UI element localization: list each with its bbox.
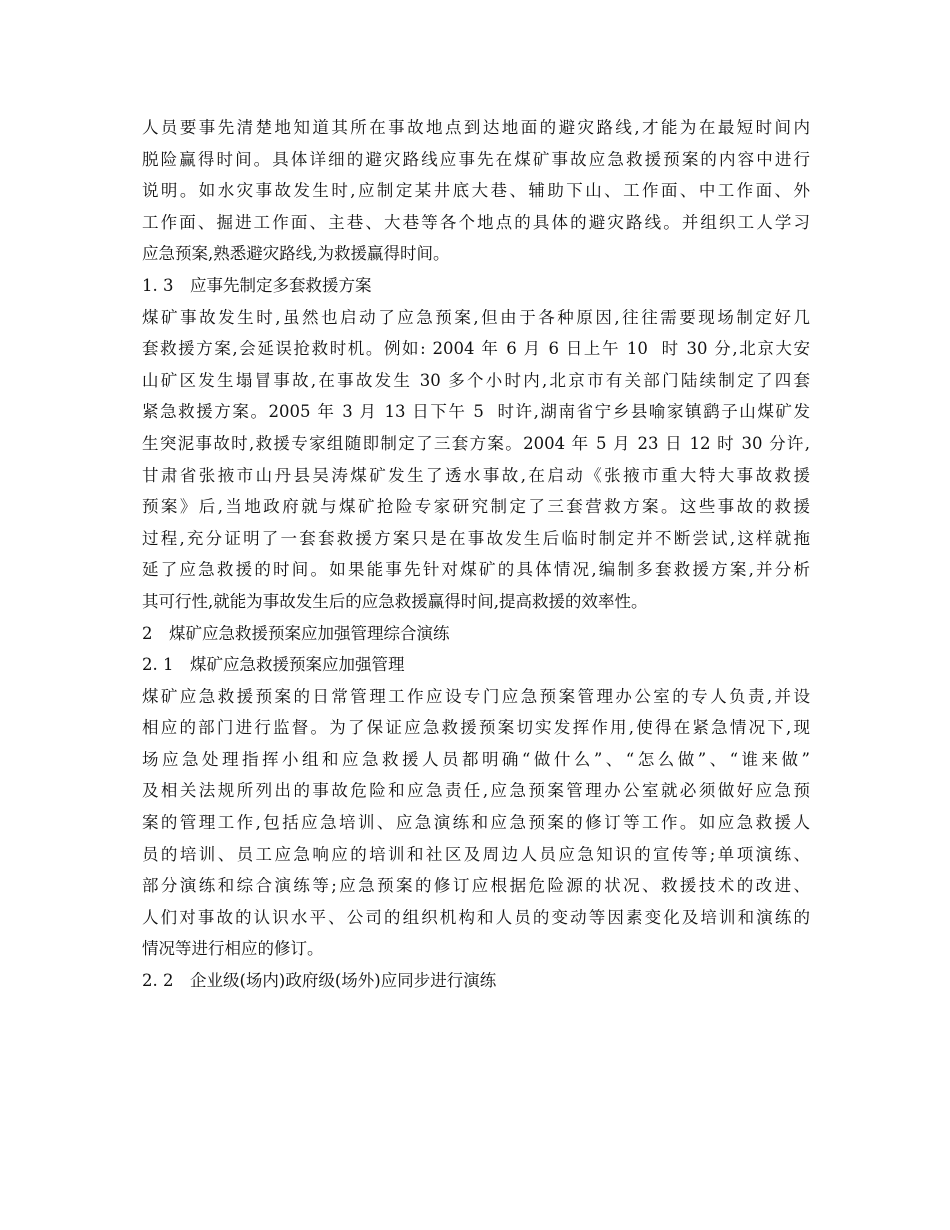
paragraph-line: 煤矿应急救援预案的日常管理工作应设专门应急预案管理办公室的专人负责,并设 [142,686,810,706]
paragraph-line: 员的培训、员工应急响应的培训和社区及周边人员应急知识的宣传等;单项演练、 [142,844,810,864]
section-heading: 2. 1 煤矿应急救援预案应加强管理 [142,655,405,675]
paragraph-line: 场应急处理指挥小组和应急救援人员都明确“做什么”、“怎么做”、“谁来做” [142,749,810,769]
paragraph-line: 案的管理工作,包括应急培训、应急演练和应急预案的修订等工作。如应急救援人 [142,813,810,833]
paragraph-line: 其可行性,就能为事故发生后的应急救援赢得时间,提高救援的效率性。 [142,591,648,611]
paragraph-line: 紧急救援方案。2005 年 3 月 13 日下午 5 时许,湖南省宁乡县喻家镇鹞子山煤矿发 [142,402,810,422]
paragraph-line: 应急预案,熟悉避灾路线,为救援赢得时间。 [142,244,450,264]
paragraph-line: 过程,充分证明了一套套救援方案只是在事故发生后临时制定并不断尝试,这样就拖 [142,528,810,548]
section-heading: 2 煤矿应急救援预案应加强管理综合演练 [142,623,450,643]
section-heading: 2. 2 企业级(场内)政府级(场外)应同步进行演练 [142,971,497,991]
paragraph-line: 及相关法规所列出的事故危险和应急责任,应急预案管理办公室就必须做好应急预 [142,781,810,801]
paragraph-line: 脱险赢得时间。具体详细的避灾路线应事先在煤矿事故应急救援预案的内容中进行 [142,149,810,169]
paragraph-line: 预案》后,当地政府就与煤矿抢险专家研究制定了三套营救方案。这些事故的救援 [142,497,810,517]
section-heading: 1. 3 应事先制定多套救援方案 [142,275,372,295]
paragraph-line: 部分演练和综合演练等;应急预案的修订应根据危险源的状况、救援技术的改进、 [142,876,810,896]
paragraph-line: 山矿区发生塌冒事故,在事故发生 30 多个小时内,北京市有关部门陆续制定了四套 [142,370,810,390]
paragraph-line: 情况等进行相应的修订。 [142,939,324,959]
paragraph-line: 人员要事先清楚地知道其所在事故地点到达地面的避灾路线,才能为在最短时间内 [142,118,810,137]
paragraph-line: 人们对事故的认识水平、公司的组织机构和人员的变动等因素变化及培训和演练的 [142,907,810,927]
document-page [142,112,810,997]
paragraph-line: 说明。如水灾事故发生时,应制定某井底大巷、辅助下山、工作面、中工作面、外 [142,181,810,201]
paragraph-line: 工作面、掘进工作面、主巷、大巷等各个地点的具体的避灾路线。并组织工人学习 [142,212,810,232]
paragraph-line: 甘肃省张掖市山丹县吴涛煤矿发生了透水事故,在启动《张掖市重大特大事故救援 [142,465,810,485]
paragraph-line: 延了应急救援的时间。如果能事先针对煤矿的具体情况,编制多套救援方案,并分析 [142,560,810,580]
paragraph-line: 套救援方案,会延误抢救时机。例如: 2004 年 6 月 6 日上午 10 时 30 分,北京大安 [142,339,810,359]
paragraph-line: 相应的部门进行监督。为了保证应急救援预案切实发挥作用,使得在紧急情况下,现 [142,718,810,738]
paragraph-line: 煤矿事故发生时,虽然也启动了应急预案,但由于各种原因,往往需要现场制定好几 [142,307,810,327]
paragraph-line: 生突泥事故时,救援专家组随即制定了三套方案。2004 年 5 月 23 日 12 时 30 分许, [142,433,810,453]
